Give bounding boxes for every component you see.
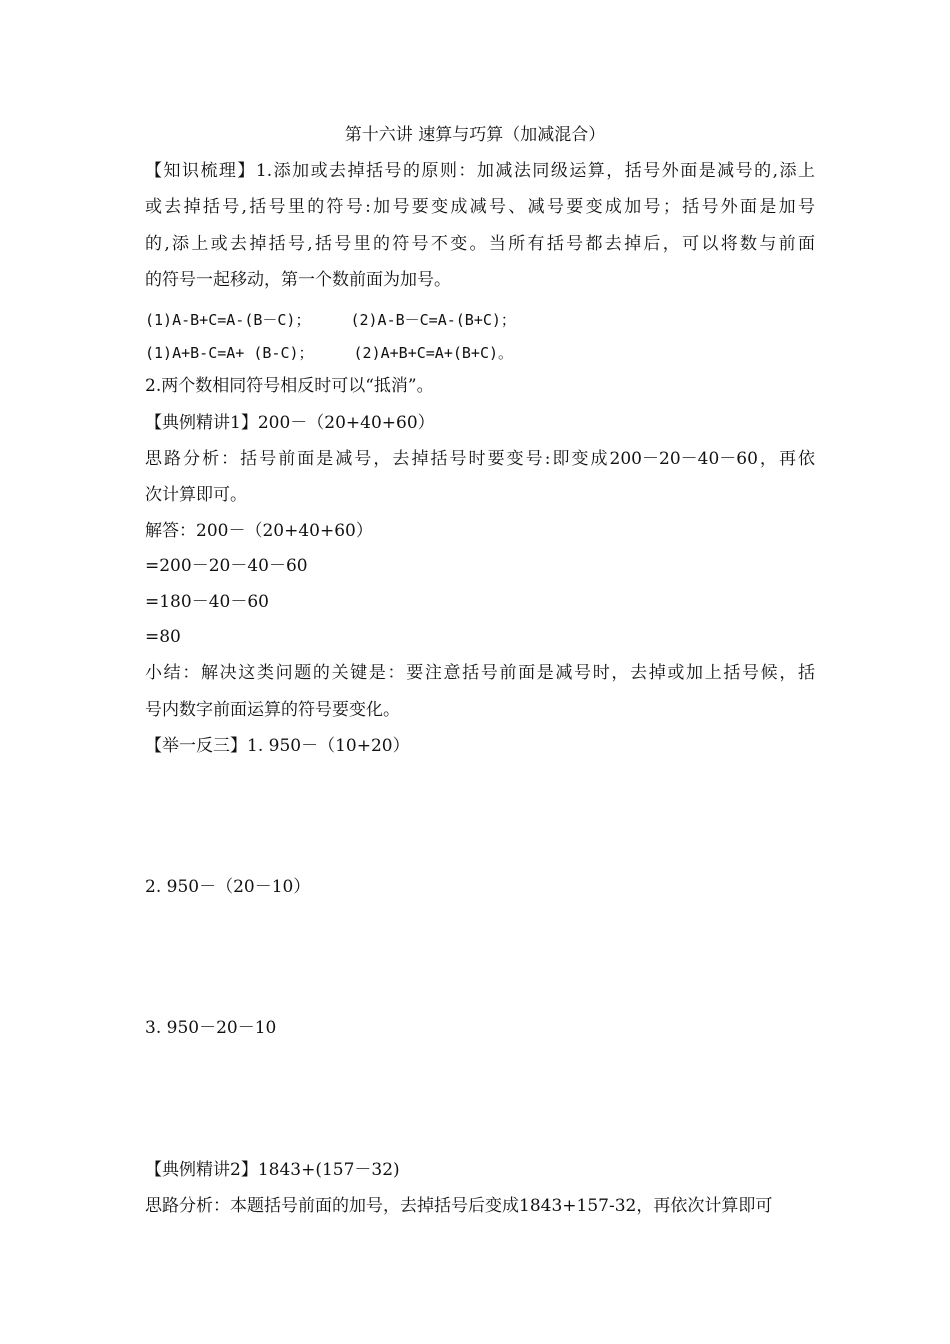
- formula-1a: (1)A-B+C=A-(B－C)；: [145, 311, 311, 329]
- example2-heading: 【典例精讲2】1843+(157－32): [145, 1160, 400, 1180]
- example2-analysis: 思路分析：本题括号前面的加号，去掉括号后变成1843+157-32，再依次计算即可: [145, 1196, 773, 1216]
- formula-2a: (1)A+B-C=A+ (B-C)；: [145, 344, 314, 362]
- rule-2: 2.两个数相同符号相反时可以“抵消”。: [145, 376, 434, 396]
- knowledge-line-1: 【知识梳理】1.添加或去掉括号的原则：加减法同级运算，括号外面是减号的,添上: [145, 161, 815, 181]
- practice-question-2: 2. 950－（20－10）: [145, 877, 311, 897]
- formula-2b: (2)A+B+C=A+(B+C)。: [353, 344, 514, 362]
- solution-line-2: =200－20－40－60: [145, 556, 308, 576]
- solution-line-3: =180－40－60: [145, 592, 269, 612]
- knowledge-line-2: 或去掉括号,括号里的符号:加号要变成减号、减号要变成加号；括号外面是加号: [145, 197, 815, 217]
- example1-analysis-line-2: 次计算即可。: [145, 485, 247, 505]
- example1-heading: 【典例精讲1】200－（20+40+60）: [145, 413, 435, 433]
- knowledge-line-3: 的,添上或去掉括号,括号里的符号不变。当所有括号都去掉后，可以将数与前面: [145, 234, 815, 254]
- solution-line-4: =80: [145, 627, 181, 647]
- summary-line-2: 号内数字前面运算的符号要变化。: [145, 700, 400, 720]
- practice-question-3: 3. 950－20－10: [145, 1018, 277, 1038]
- formula-1b: (2)A-B－C=A-(B+C)；: [350, 311, 516, 329]
- summary-line-1: 小结：解决这类问题的关键是：要注意括号前面是减号时，去掉或加上括号候，括: [145, 663, 815, 683]
- practice-question-1: 【举一反三】1. 950－（10+20）: [145, 736, 410, 756]
- solution-line-1: 解答：200－（20+40+60）: [145, 521, 373, 541]
- page-title: 第十六讲 速算与巧算（加减混合）: [344, 125, 606, 145]
- example1-analysis-line-1: 思路分析：括号前面是减号，去掉括号时要变号:即变成200－20－40－60，再依: [145, 449, 815, 469]
- knowledge-line-4: 的符号一起移动，第一个数前面为加号。: [145, 270, 451, 290]
- formula-row-2: [145, 341, 815, 365]
- formula-row-1: [145, 308, 815, 332]
